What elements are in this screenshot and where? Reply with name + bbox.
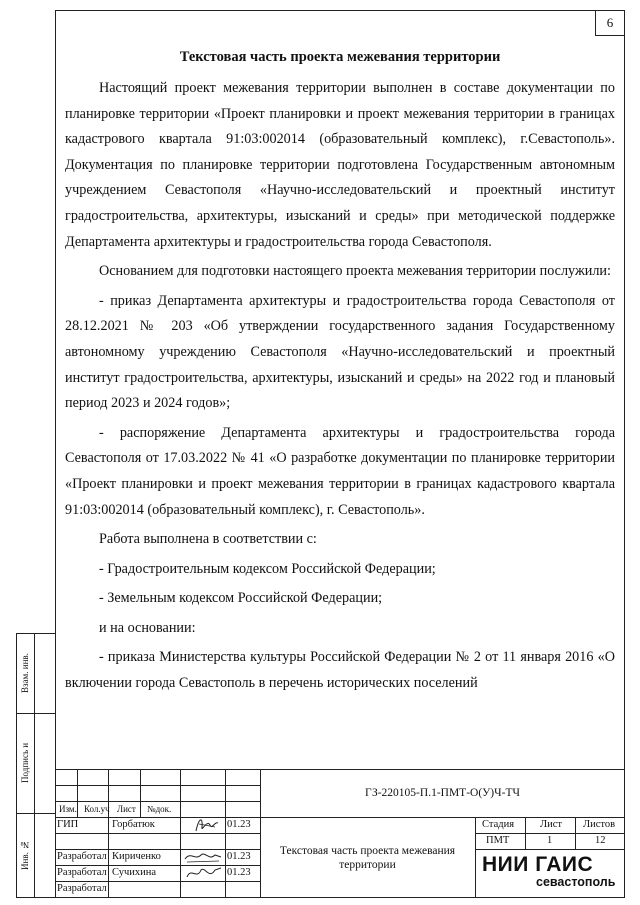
row-date: 01.23 (227, 867, 251, 878)
header-ndok: №док. (147, 804, 172, 814)
paragraph: Основанием для подготовки настоящего проекта межевания территории послужили: (99, 263, 611, 280)
title-block (55, 769, 625, 898)
inv-label: Инв. № (20, 839, 30, 871)
vzam-inv-label: Взам. инв. (20, 653, 30, 693)
body-text (65, 76, 615, 697)
paragraph: - приказ Департамента архитектуры и градостроительства города Севастополя от 28.12.2021 № 203 «Об утверждении государственного задания Государственному автономному учреждению Севастополя «Научно-исследовательский и проектный институт градостроительства, архитектуры, изысканий и среды» на 2022 год и плановый период 2023 и 2024 годов»; (65, 292, 615, 412)
logo-subtext: севастополь (536, 875, 616, 889)
logo-text: НИИ ГАИС (482, 853, 594, 876)
stage-value: ПМТ (486, 835, 510, 846)
document-code: ГЗ-220105-П.1-ПМТ-О(У)Ч-ТЧ (365, 787, 520, 799)
page-number: 6 (595, 11, 624, 36)
row-role: Разработал (57, 883, 107, 894)
paragraph: - Земельным кодексом Российской Федерации; (99, 590, 383, 607)
sheet-label: Лист (540, 819, 562, 830)
sheet-description: Текстовая часть проекта межевания территории (279, 844, 456, 871)
row-name: Сучихина (112, 867, 157, 878)
paragraph: - распоряжение Департамента архитектуры и градостроительства города Севастополя от 17.03.2022 № 41 «О разработке документации по планировке территории «Проект планировки и проект межевания территории в границах кадастрового квартала 91:03:002014 (образовательный комплекс), г. Севастополь». (65, 424, 615, 518)
row-role: Разработал (57, 867, 107, 878)
podpis-label: Подпись и (20, 742, 30, 784)
header-izm: Изм. (59, 804, 77, 814)
sheets-label: Листов (583, 819, 616, 830)
paragraph: и на основании: (99, 619, 196, 636)
sheets-value: 12 (595, 835, 606, 846)
row-role: Разработал (57, 851, 107, 862)
paragraph: Настоящий проект межевания территории выполнен в составе документации по планировке территории «Проект планировки и проект межевания территории в границах кадастрового квартала 91:03:002014 (образовательный комплекс), г.Севастополь». Документация по планировке территории подготовлена Государственным автономным учреждением Севастополя «Научно-исследовательский и проектный институт градостроительства, архитектуры, изысканий и среды» при методической поддержке Департамента архитектуры и градостроительства города Севастополя. (65, 80, 615, 250)
side-stamp (16, 633, 55, 898)
document-title: Текстовая часть проекта межевания территории (179, 49, 501, 65)
row-role: ГИП (57, 819, 79, 830)
row-name: Кириченко (112, 851, 161, 862)
stage-label: Стадия (482, 819, 515, 830)
header-kol-uch: Кол.уч (84, 804, 110, 814)
signature-gorbatyuk (193, 815, 221, 835)
row-date: 01.23 (227, 819, 251, 830)
row-name: Горбатюк (112, 819, 155, 830)
sheet-value: 1 (547, 835, 553, 846)
paragraph: - Градостроительным кодексом Российской Федерации; (99, 560, 436, 577)
paragraph: - приказа Министерства культуры Российской Федерации № 2 от 11 января 2016 «О включении города Севастополь в перечень исторических поселений (65, 649, 615, 692)
signature-kirichenko (183, 847, 223, 865)
paragraph: Работа выполнена в соответствии с: (99, 531, 317, 548)
signature-suchikhina (185, 864, 223, 882)
row-date: 01.23 (227, 851, 251, 862)
header-list: Лист (117, 804, 136, 814)
